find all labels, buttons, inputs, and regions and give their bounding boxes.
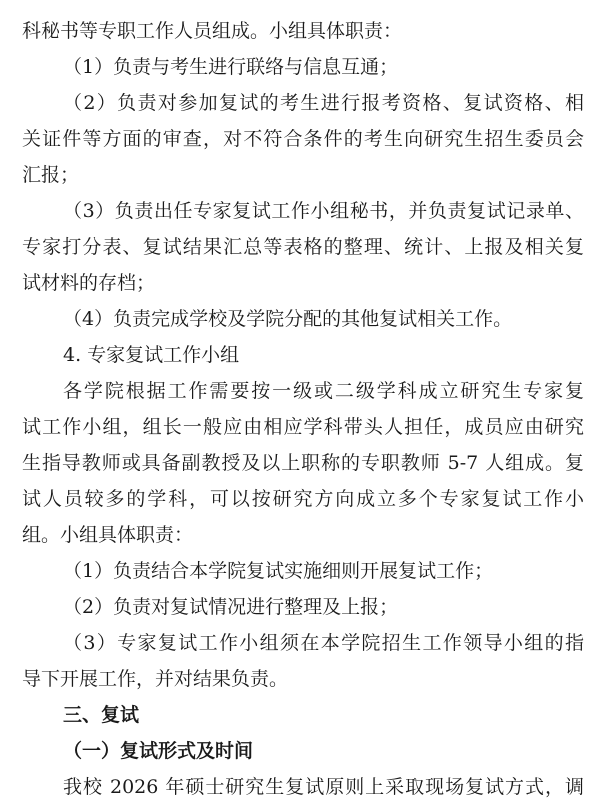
text-line-13: 生指导教师或具备副教授及以上职称的专职教师 5-7 人组成。复: [22, 452, 584, 474]
text-line-16: （1）负责结合本学院复试实施细则开展复试工作；: [63, 560, 494, 582]
text-line-7: 专家打分表、复试结果汇总等表格的整理、统计、上报及相关复: [22, 236, 584, 258]
text-line-11: 各学院根据工作需要按一级或二级学科成立研究生专家复: [63, 380, 584, 402]
text-line-4: 关证件等方面的审查，对不符合条件的考生向研究生招生委员会: [22, 128, 584, 150]
subsection-heading: （一）复试形式及时间: [63, 740, 254, 762]
text-line-6: （3）负责出任专家复试工作小组秘书，并负责复试记录单、: [63, 200, 584, 222]
text-line-18: （3）专家复试工作小组须在本学院招生工作领导小组的指: [63, 632, 584, 654]
text-line-3: （2）负责对参加复试的考生进行报考资格、复试资格、相: [63, 92, 584, 114]
text-line-2: （1）负责与考生进行联络与信息互通；: [63, 56, 399, 78]
text-line-5: 汇报；: [22, 164, 80, 186]
section-heading-4: 4. 专家复试工作小组: [63, 344, 240, 366]
text-line-22: 我校 2026 年硕士研究生复试原则上采取现场复试方式，调: [63, 776, 584, 798]
text-line-17: （2）负责对复试情况进行整理及上报；: [63, 596, 399, 618]
text-line-12: 试工作小组，组长一般应由相应学科带头人担任，成员应由研究: [22, 416, 584, 438]
text-line-19: 导下开展工作，并对结果负责。: [22, 668, 289, 690]
text-line-15: 组。小组具体职责：: [22, 524, 194, 546]
text-line-14: 试人员较多的学科，可以按研究方向成立多个专家复试工作小: [22, 488, 584, 510]
text-line-8: 试材料的存档；: [22, 272, 156, 294]
chapter-heading: 三、复试: [63, 704, 140, 726]
text-line-9: （4）负责完成学校及学院分配的其他复试相关工作。: [63, 308, 513, 330]
text-line-1: 科秘书等专职工作人员组成。小组具体职责：: [22, 20, 403, 42]
